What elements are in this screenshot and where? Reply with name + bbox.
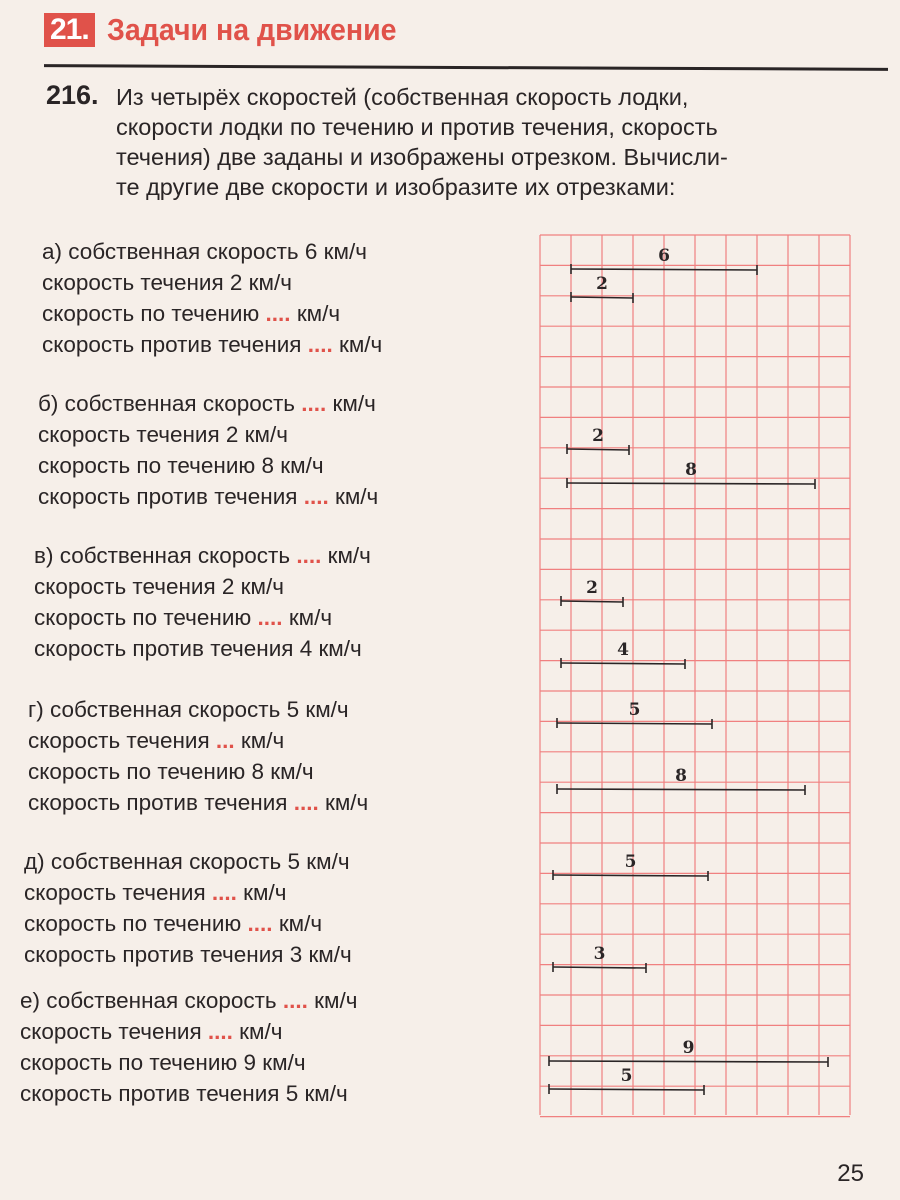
header-divider bbox=[44, 64, 888, 71]
subtask-line bbox=[24, 877, 352, 908]
subtask-line bbox=[34, 602, 371, 633]
subtask-line bbox=[24, 908, 352, 939]
subtask-text: скорость по течению 8 км/ч bbox=[28, 759, 314, 784]
subtask-line bbox=[34, 540, 371, 571]
subtask-text: скорость против течения 4 км/ч bbox=[34, 636, 362, 661]
subtask-text: скорость против течения 3 км/ч bbox=[24, 942, 352, 967]
subtask-text: скорость против течения bbox=[42, 332, 308, 357]
subtask bbox=[28, 694, 368, 818]
task-number: 216. bbox=[46, 80, 99, 110]
segment-label: 5 bbox=[620, 1066, 633, 1086]
page-number: 25 bbox=[837, 1160, 864, 1187]
subtask-text: а) собственная скорость 6 км/ч bbox=[42, 239, 367, 264]
section-number: 21. bbox=[44, 13, 95, 47]
subtask-text: скорость по течению bbox=[42, 301, 266, 326]
task-text-line: скорости лодки по течению и против течения, скорость bbox=[116, 114, 718, 140]
subtask-line bbox=[42, 267, 382, 298]
subtask-line bbox=[28, 787, 368, 818]
subtask bbox=[34, 540, 371, 664]
segment-label: 5 bbox=[628, 700, 641, 720]
speed-segment bbox=[553, 852, 708, 881]
answer-blank[interactable]: .... bbox=[265, 301, 291, 326]
speed-segment bbox=[557, 766, 805, 795]
subtask-text: скорость против течения bbox=[38, 484, 304, 509]
speed-segment bbox=[561, 640, 685, 669]
subtask-line bbox=[20, 1016, 357, 1047]
segment-label: 8 bbox=[675, 766, 687, 786]
subtask-text: в) собственная скорость bbox=[34, 543, 297, 568]
subtask-text: скорость течения 2 км/ч bbox=[42, 270, 292, 295]
task-text-line: Из четырёх скоростей (собственная скорость лодки, bbox=[116, 84, 689, 110]
subtask-line bbox=[38, 481, 378, 512]
subtask-line bbox=[20, 985, 357, 1016]
subtask bbox=[24, 846, 352, 970]
subtask-text: е) собственная скорость bbox=[20, 988, 283, 1013]
subtask-line bbox=[38, 419, 378, 450]
section-header bbox=[44, 12, 421, 48]
answer-blank[interactable]: .... bbox=[303, 484, 329, 509]
subtask-text: км/ч bbox=[318, 790, 369, 815]
subtask-line bbox=[34, 571, 371, 602]
answer-blank[interactable]: .... bbox=[296, 543, 322, 568]
section-title: Задачи на движение bbox=[106, 12, 397, 47]
subtask-text: скорость по течению 8 км/ч bbox=[38, 453, 324, 478]
subtask-text: скорость течения bbox=[24, 880, 212, 905]
subtask bbox=[42, 236, 382, 360]
subtask-line bbox=[28, 725, 368, 756]
subtask-line bbox=[38, 388, 378, 419]
segment-label: 9 bbox=[682, 1038, 695, 1058]
subtask-text: скорость течения 2 км/ч bbox=[34, 574, 284, 599]
subtask-text: скорость против течения bbox=[28, 790, 294, 815]
subtask-text: км/ч bbox=[332, 332, 383, 357]
speed-segment bbox=[561, 578, 623, 607]
subtask-line bbox=[28, 756, 368, 787]
subtask-text: км/ч bbox=[326, 391, 376, 416]
subtask-text: км/ч bbox=[232, 1019, 283, 1044]
subtask-text: км/ч bbox=[272, 911, 323, 936]
subtask-text: скорость против течения 5 км/ч bbox=[20, 1081, 348, 1106]
answer-blank[interactable]: .... bbox=[207, 1019, 233, 1044]
segment-label: 2 bbox=[586, 578, 598, 598]
subtask-text: скорость течения bbox=[20, 1019, 208, 1044]
subtask-text: км/ч bbox=[328, 484, 379, 509]
answer-blank[interactable]: ... bbox=[215, 728, 235, 753]
subtask-text: км/ч bbox=[307, 988, 358, 1013]
segment-label: 8 bbox=[685, 460, 697, 480]
segment-label: 3 bbox=[593, 944, 606, 964]
subtask-text: км/ч bbox=[321, 543, 371, 568]
subtask-text: скорость по течению 9 км/ч bbox=[20, 1050, 306, 1075]
answer-blank[interactable]: .... bbox=[211, 880, 237, 905]
subtask-text: скорость течения bbox=[28, 728, 216, 753]
task-text-line: те другие две скорости и изобразите их отрезками: bbox=[116, 174, 676, 200]
answer-blank[interactable]: .... bbox=[307, 332, 333, 357]
answer-blank[interactable]: .... bbox=[293, 790, 319, 815]
subtask-line bbox=[20, 1047, 357, 1078]
subtask-text: км/ч bbox=[236, 880, 287, 905]
task-text bbox=[116, 82, 886, 202]
segment-label: 4 bbox=[617, 640, 629, 660]
subtask-text: скорость по течению bbox=[24, 911, 248, 936]
answer-blank[interactable]: .... bbox=[247, 911, 273, 936]
subtask-text: км/ч bbox=[234, 728, 285, 753]
segment-label: 5 bbox=[624, 852, 637, 872]
subtask-text: скорость течения 2 км/ч bbox=[38, 422, 288, 447]
subtask-text: б) собственная скорость bbox=[38, 391, 302, 416]
subtask-line bbox=[24, 939, 352, 970]
segment-label: 2 bbox=[592, 426, 604, 446]
subtask-text: скорость по течению bbox=[34, 605, 258, 630]
subtask bbox=[38, 388, 378, 512]
subtask-text: г) собственная скорость 5 км/ч bbox=[28, 697, 349, 722]
answer-blank[interactable]: .... bbox=[301, 391, 327, 416]
subtask-line bbox=[28, 694, 368, 725]
segment-label: 2 bbox=[596, 274, 608, 294]
subtask-line bbox=[42, 329, 382, 360]
graph-grid bbox=[538, 233, 868, 1123]
subtask-text: д) собственная скорость 5 км/ч bbox=[24, 849, 350, 874]
answer-blank[interactable]: .... bbox=[257, 605, 283, 630]
subtask-line bbox=[42, 236, 382, 267]
subtask bbox=[20, 985, 357, 1109]
answer-blank[interactable]: .... bbox=[282, 988, 308, 1013]
task-text-line: течения) две заданы и изображены отрезком. Вычисли- bbox=[116, 144, 728, 170]
speed-segment bbox=[567, 460, 815, 489]
speed-segment bbox=[553, 944, 646, 973]
speed-segment bbox=[549, 1038, 828, 1067]
subtask-text: км/ч bbox=[290, 301, 341, 326]
subtask-line bbox=[34, 633, 371, 664]
subtask-text: км/ч bbox=[282, 605, 333, 630]
subtask-line bbox=[38, 450, 378, 481]
subtask-line bbox=[42, 298, 382, 329]
speed-segment bbox=[567, 426, 629, 455]
speed-segment bbox=[557, 700, 712, 729]
speed-segment bbox=[549, 1066, 704, 1095]
subtask-line bbox=[20, 1078, 357, 1109]
segment-label: 6 bbox=[658, 246, 670, 266]
subtask-line bbox=[24, 846, 352, 877]
